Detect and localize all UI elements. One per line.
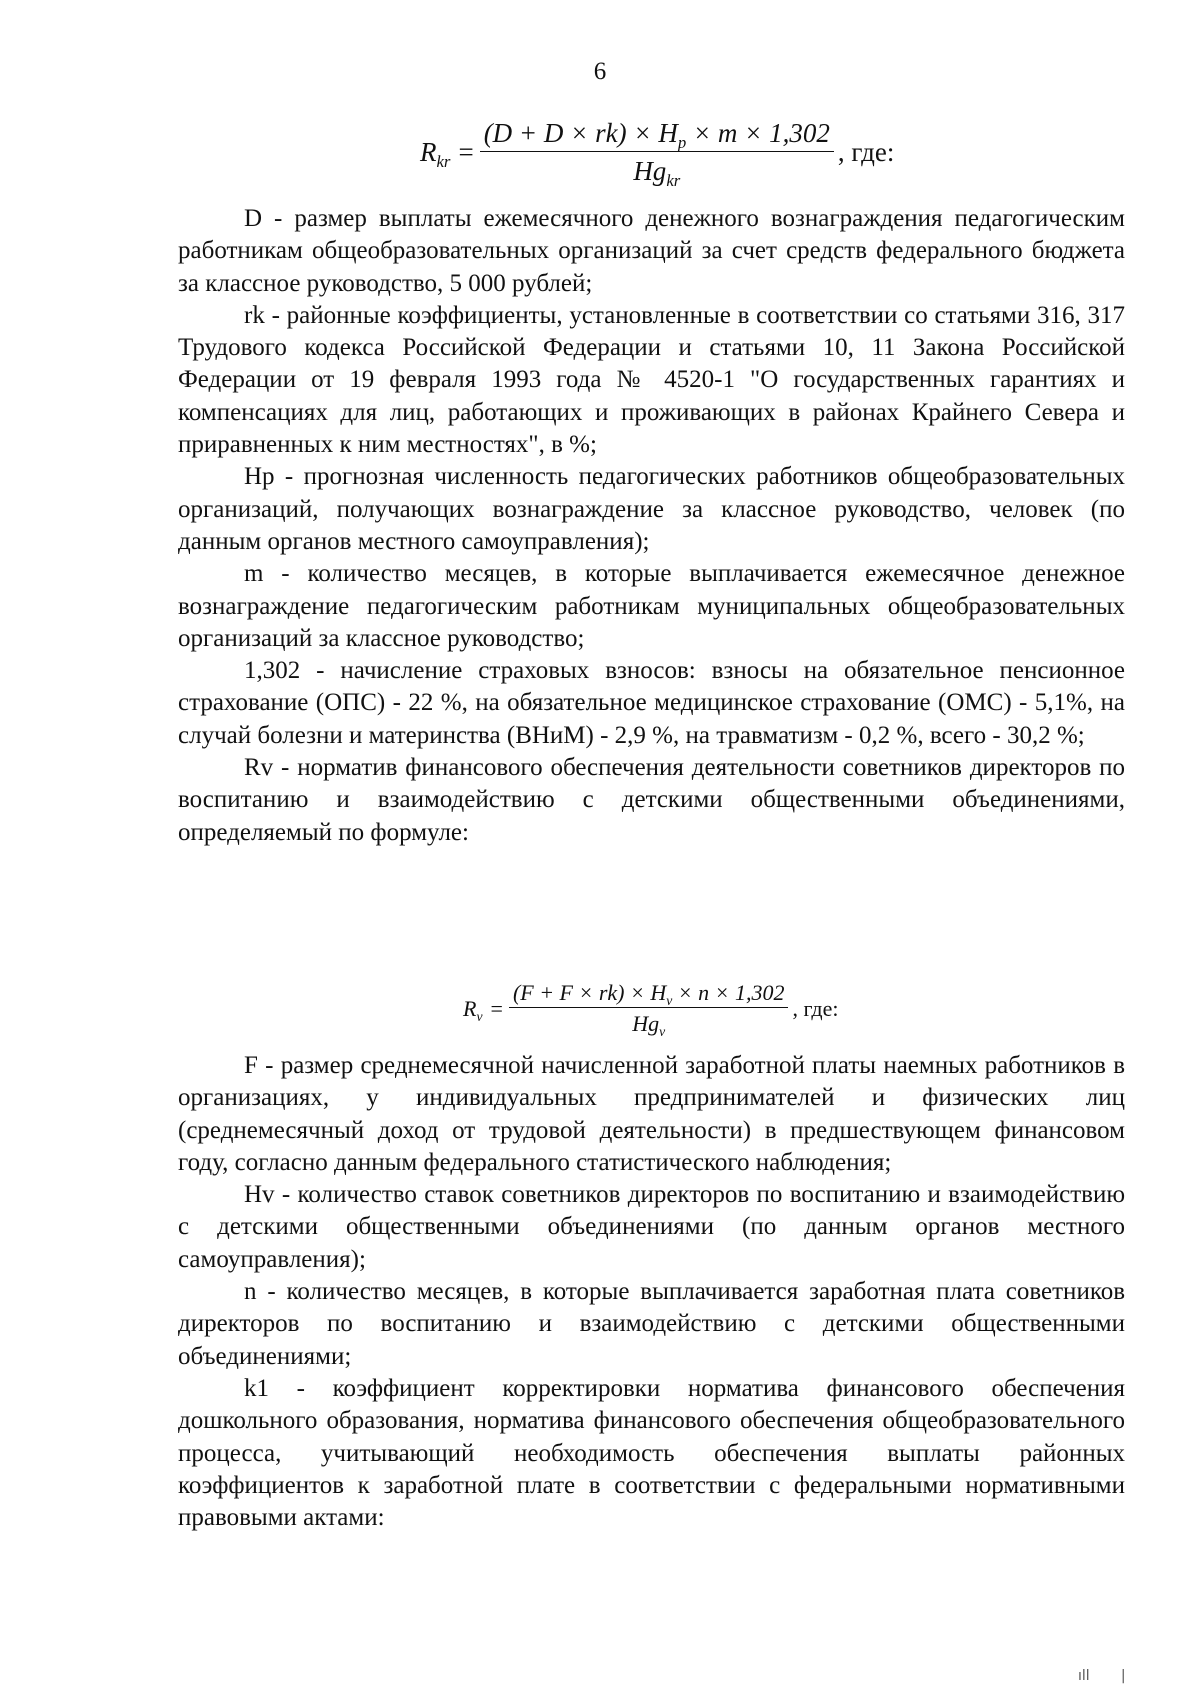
formula-numerator [509,980,789,1007]
definition-paragraph: k1 - коэффициент корректировки норматива финансового обеспечения дошкольного образования, норматива финансового обеспечения общеобразовательного процесса, учитывающий необходимость обеспечения выплаты районных коэффициентов к заработной плате в соответствии с федеральными нормативными правовыми актами: [178,1374,1125,1532]
formula-fraction [509,980,789,1037]
definition-paragraph: m - количество месяцев, в которые выплачивается ежемесячное денежное вознаграждение педагогическим работникам муниципальных общеобразовательных организаций за классное руководство; [178,560,1125,652]
formula-fraction [480,118,834,190]
definition-paragraph: Hv - количество ставок советников директоров по воспитанию и взаимодействию с детскими общественными объединениями (по данным органов местного самоуправления); [178,1181,1125,1273]
denominator-subscript: v [659,1023,666,1039]
formula-where-label: , где: [792,995,839,1021]
definition-paragraph: 1,302 - начисление страховых взносов: взносы на обязательное пенсионное страхование (ОПС) - 22 %, на обязательное медицинское страхование (ОМС) - 5,1%, на случай болезни и материнства (ВНиМ) - 2,9 %, на травматизм - 0,2 %, всего - 30,2 %; [178,657,1125,749]
formula-rv [463,980,838,1037]
definitions-block-2 [178,1050,1125,1534]
formula-lhs-symbol: R [420,137,437,167]
scan-edge-marks: ıll | [1078,1668,1126,1684]
numerator-subscript: v [666,992,673,1008]
formula-numerator [480,118,834,151]
formula-where-label: , где: [837,137,895,167]
definition-paragraph: D - размер выплаты ежемесячного денежного вознаграждения педагогическим работникам общеобразовательных организаций за счет средств федерального бюджета за классное руководство, 5 000 рублей; [178,205,1125,297]
formula-lhs-symbol: R [463,995,477,1021]
formula-denominator [633,152,681,190]
definition-paragraph: rk - районные коэффициенты, установленные в соответствии со статьями 316, 317 Трудового кодекса Российской Федерации и статьями 10, 11 Закона Российской Федерации от 19 февраля 1993 года № 4520-1 "О государственных гарантиях и компенсациях для лиц, работающих и проживающих в районах Крайнего Севера и приравненных к ним местностях", в %; [178,301,1125,459]
page-number: 6 [593,58,607,85]
numerator-tail: × n × 1,302 [672,980,785,1005]
equals-sign: = [490,995,503,1021]
definition-paragraph: Hp - прогнозная численность педагогических работников общеобразовательных организаций, получающих вознаграждение за классное руководство, человек (по данным органов местного самоуправления); [178,463,1125,555]
definitions-block-1 [178,203,1125,849]
denominator-subscript: kr [666,170,681,190]
formula-lhs [463,996,483,1022]
numerator-main: (F + F × rk) × H [512,980,667,1005]
numerator-main: (D + D × rk) × H [483,118,678,148]
numerator-tail: × m × 1,302 [686,118,830,148]
numerator-subscript: p [677,132,687,152]
equals-sign: = [458,137,474,167]
formula-lhs [420,137,451,171]
formula-rkr [420,118,895,190]
formula-lhs-subscript: kr [436,151,451,171]
denominator-main: Hg [632,1011,660,1036]
denominator-main: Hg [633,156,667,186]
definition-paragraph: Rv - норматив финансового обеспечения деятельности советников директоров по воспитанию и взаимодействию с детскими общественными объединениями, определяемый по формуле: [178,754,1125,846]
definition-paragraph: n - количество месяцев, в которые выплачивается заработная плата советников директоров по воспитанию и взаимодействию с детскими общественными объединениями; [178,1278,1125,1370]
definition-paragraph: F - размер среднемесячной начисленной заработной платы наемных работников в организациях, у индивидуальных предпринимателей и физических лиц (среднемесячный доход от трудовой деятельности) в предшествующем финансовом году, согласно данным федерального статистического наблюдения; [178,1052,1125,1176]
formula-lhs-subscript: v [476,1008,483,1024]
formula-denominator [632,1008,665,1037]
